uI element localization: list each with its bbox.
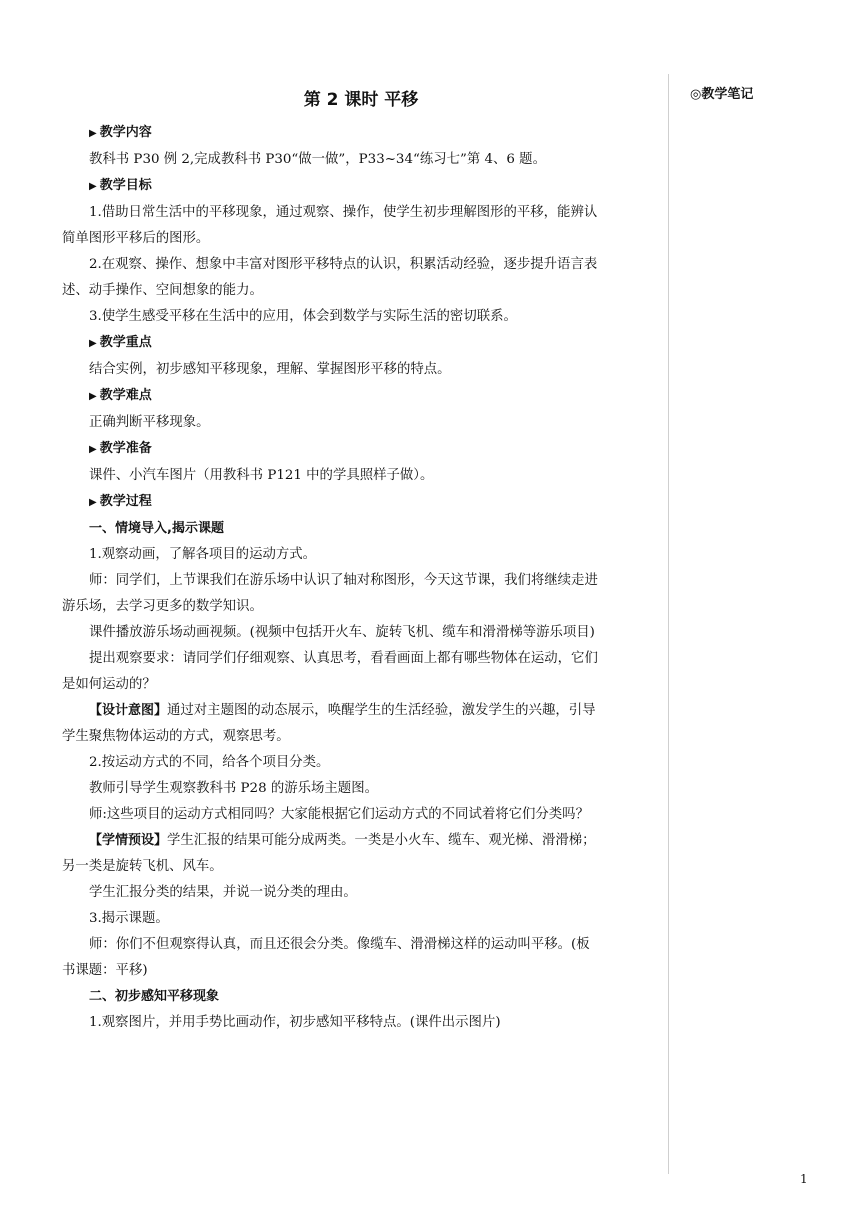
goal-2-line-2: 述、动手操作、空间想象的能力。	[62, 283, 263, 298]
design-intent-tag: 【设计意图】	[89, 703, 168, 718]
process-p2-line-1: 师：同学们，上节课我们在游乐场中认识了轴对称图形，今天这节课，我们将继续走进	[89, 573, 598, 588]
page-title: 第 2 课时 平移	[303, 90, 419, 110]
triangle-icon: ▶	[89, 391, 97, 402]
process-p4-line-2: 是如何运动的？	[62, 677, 156, 692]
goal-3: 3.使学生感受平移在生活中的应用，体会到数学与实际生活的密切联系。	[89, 309, 517, 324]
heading-teaching-content: ▶ 教学内容	[89, 125, 152, 140]
triangle-icon: ▶	[89, 497, 97, 508]
part-1-title: 一、情境导入,揭示课题	[89, 521, 224, 536]
process-p3: 课件播放游乐场动画视频。(视频中包括开火车、旋转飞机、缆车和滑滑梯等游乐项目)	[89, 625, 595, 640]
key-point-text: 结合实例，初步感知平移现象，理解、掌握图形平移的特点。	[89, 362, 451, 377]
difficulty-text: 正确判断平移现象。	[89, 415, 210, 430]
teaching-content-text: 教科书 P30 例 2,完成教科书 P30“做一做”，P33~34“练习七”第 4、6 题。	[89, 152, 546, 167]
process-p2-line-2: 游乐场，去学习更多的数学知识。	[62, 599, 263, 614]
preparation-text: 课件、小汽车图片（用教科书 P121 中的学具照样子做）。	[89, 468, 434, 483]
process-p1: 1.观察动画，了解各项目的运动方式。	[89, 547, 317, 562]
design-intent-line-2: 学生聚焦物体运动的方式，观察思考。	[62, 729, 290, 744]
page-number: 1	[800, 1172, 808, 1186]
part-2-title: 二、初步感知平移现象	[89, 989, 220, 1004]
heading-teaching-goals: ▶ 教学目标	[89, 178, 152, 193]
main-content	[62, 86, 660, 1036]
process-p11: 3.揭示课题。	[89, 911, 169, 926]
goal-1-line-1: 1.借助日常生活中的平移现象，通过观察、操作，使学生初步理解图形的平移，能辨认	[89, 205, 598, 220]
process-p8: 师:这些项目的运动方式相同吗？大家能根据它们运动方式的不同试着将它们分类吗？	[89, 807, 589, 822]
notes-label: ◎教学笔记	[690, 87, 754, 102]
heading-process: ▶ 教学过程	[89, 494, 152, 509]
triangle-icon: ▶	[89, 444, 97, 455]
process-p12-line-1: 师：你们不但观察得认真，而且还很会分类。像缆车、滑滑梯这样的运动叫平移。(板	[89, 937, 590, 952]
learning-preset-tag: 【学情预设】	[89, 833, 168, 848]
learning-preset-line-2: 另一类是旋转飞机、风车。	[62, 859, 223, 874]
learning-preset-line-1: 【学情预设】学生汇报的结果可能分成两类。一类是小火车、缆车、观光梯、滑滑梯；	[89, 833, 596, 848]
process-p12-line-2: 书课题：平移)	[62, 963, 148, 978]
heading-preparation: ▶ 教学准备	[89, 441, 152, 456]
design-intent-line-1: 【设计意图】通过对主题图的动态展示，唤醒学生的生活经验，激发学生的兴趣，引导	[89, 703, 596, 718]
goal-1-line-2: 简单图形平移后的图形。	[62, 231, 210, 246]
notes-divider	[668, 74, 669, 1174]
process-p7: 教师引导学生观察教科书 P28 的游乐场主题图。	[89, 781, 378, 796]
process-p6: 2.按运动方式的不同，给各个项目分类。	[89, 755, 330, 770]
triangle-icon: ▶	[89, 181, 97, 192]
heading-key-point: ▶ 教学重点	[89, 335, 152, 350]
process-p4-line-1: 提出观察要求：请同学们仔细观察、认真思考，看看画面上都有哪些物体在运动，它们	[89, 651, 598, 666]
triangle-icon: ▶	[89, 338, 97, 349]
heading-difficulty: ▶ 教学难点	[89, 388, 152, 403]
process-p13: 1.观察图片，并用手势比画动作，初步感知平移特点。(课件出示图片)	[89, 1015, 501, 1030]
triangle-icon: ▶	[89, 128, 97, 139]
process-p10: 学生汇报分类的结果，并说一说分类的理由。	[89, 885, 357, 900]
goal-2-line-1: 2.在观察、操作、想象中丰富对图形平移特点的认识，积累活动经验，逐步提升语言表	[89, 257, 598, 272]
